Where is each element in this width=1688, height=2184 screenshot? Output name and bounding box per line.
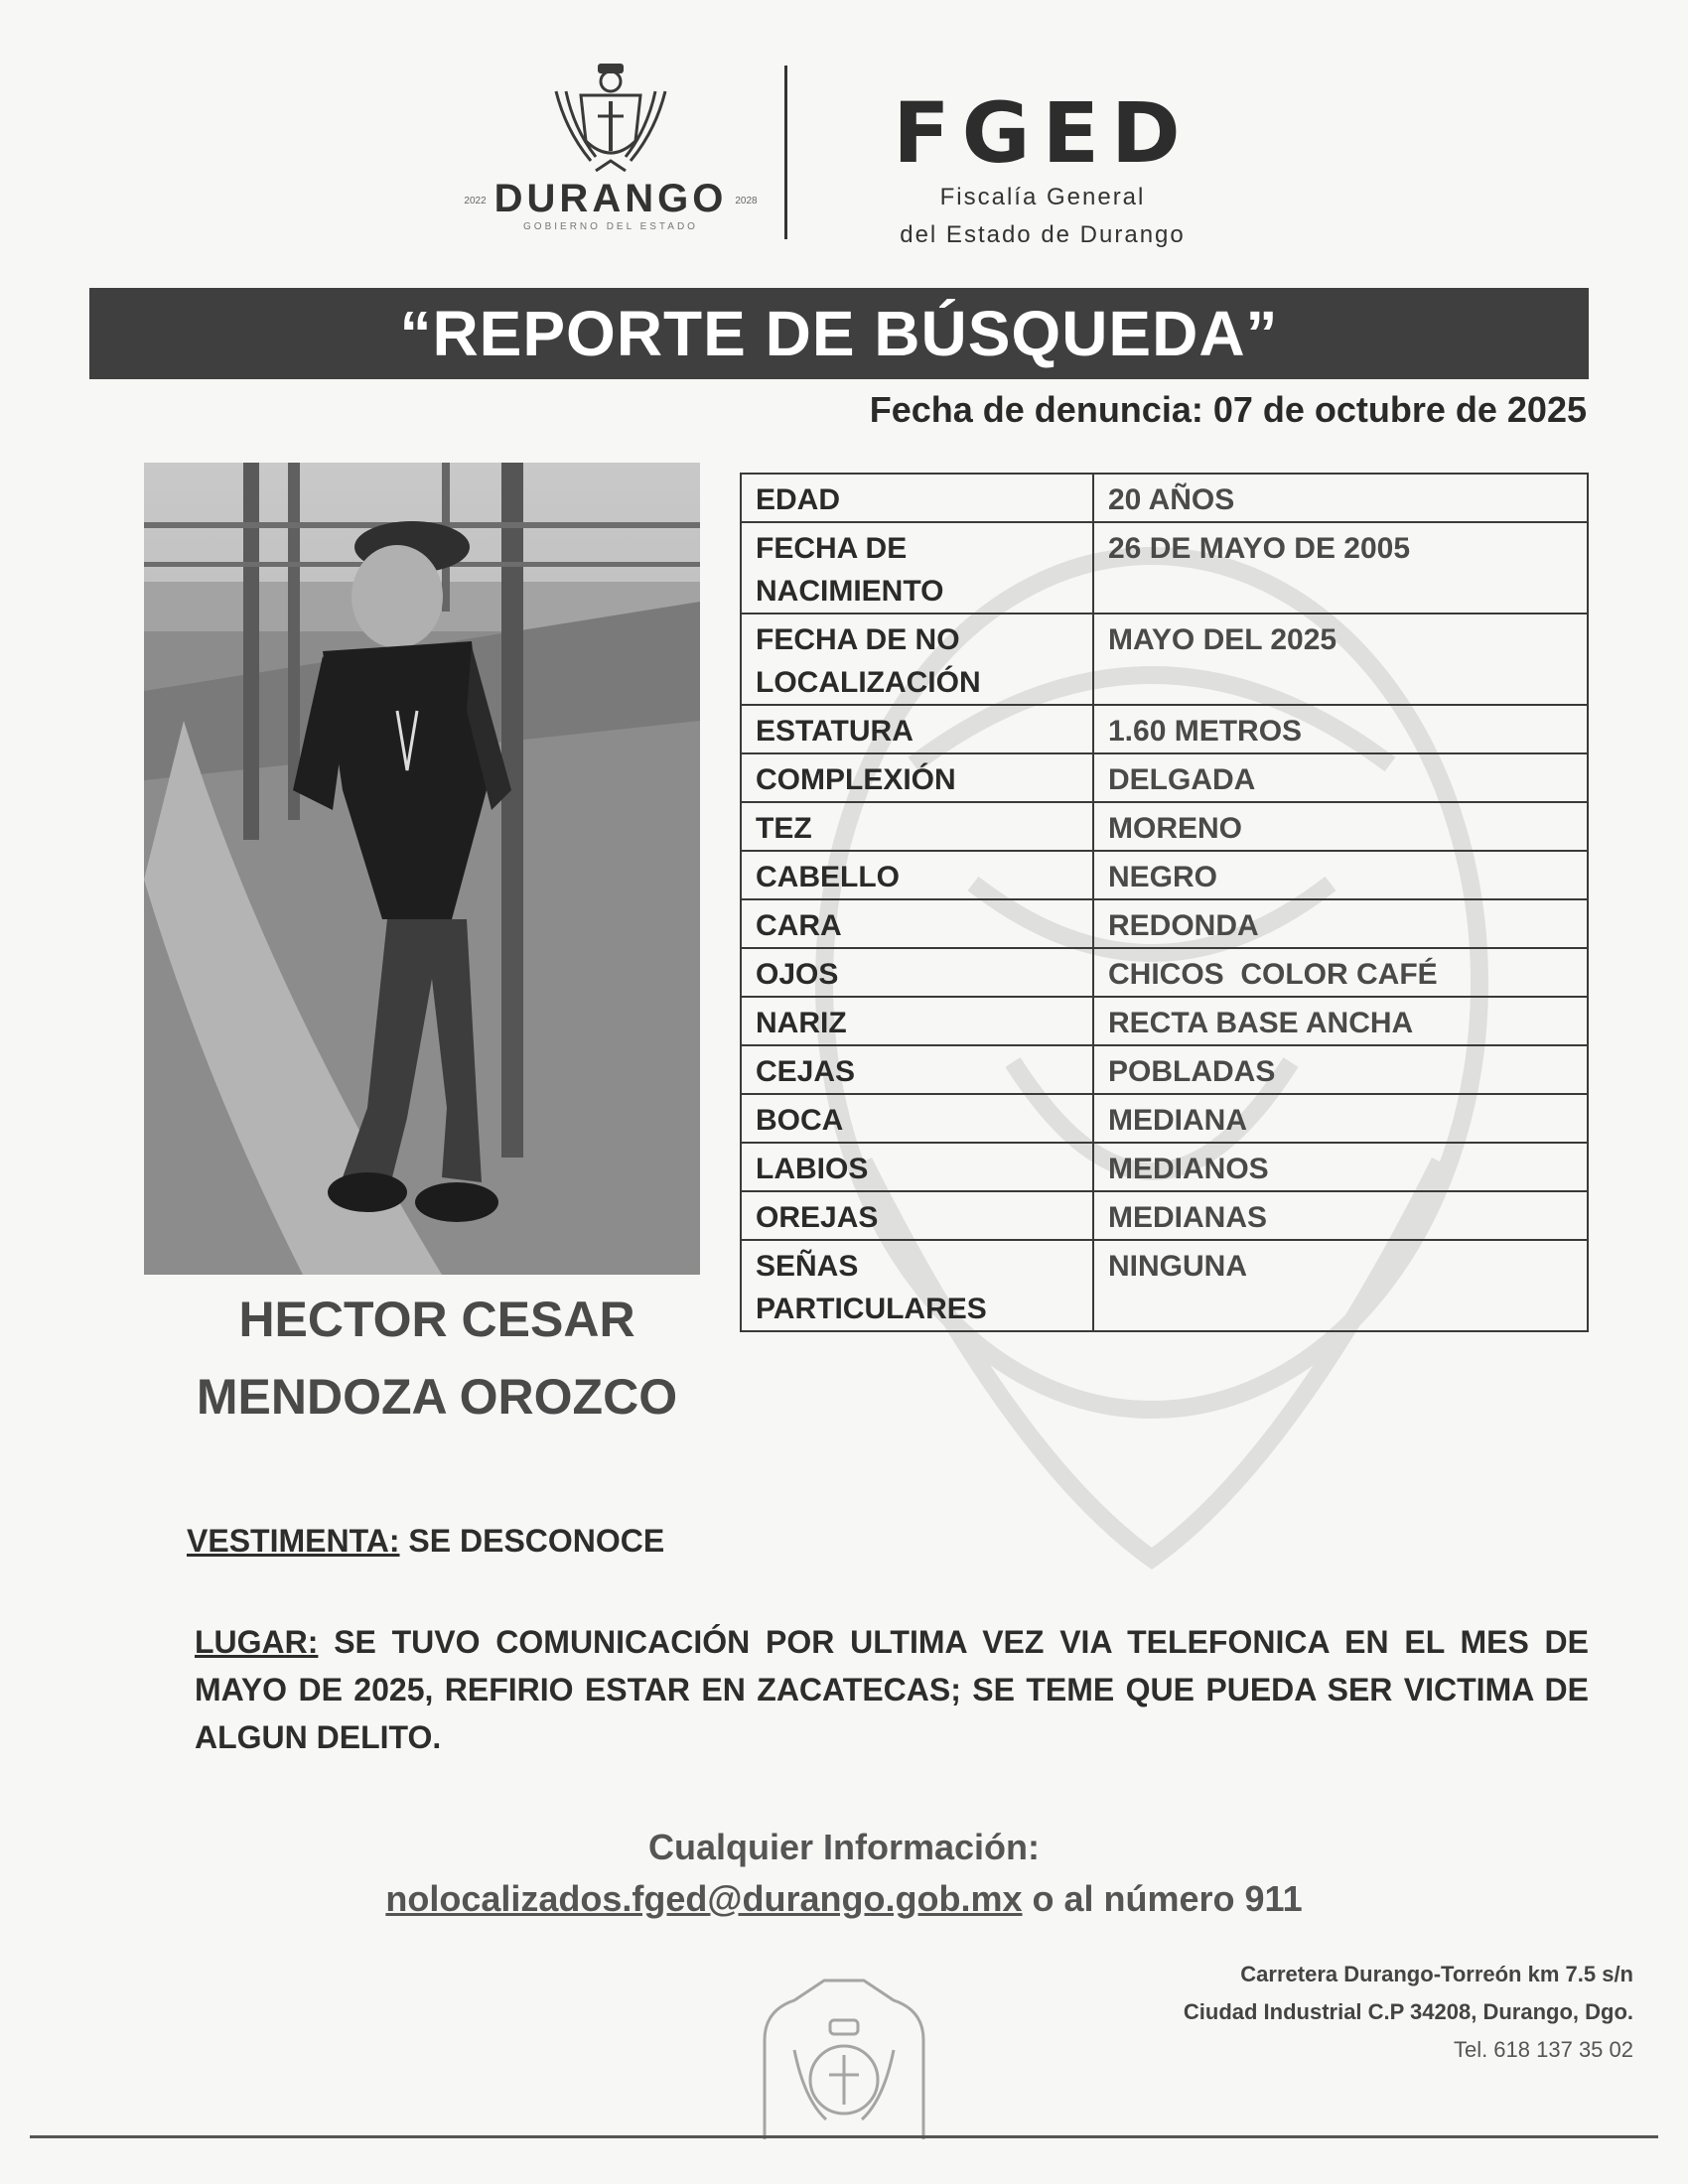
address-line2: Ciudad Industrial C.P 34208, Durango, Dgo.: [1183, 1999, 1633, 2024]
person-name: [144, 1281, 730, 1435]
detail-value: 1.60 METROS: [1093, 705, 1588, 753]
detail-value: MEDIANOS: [1093, 1143, 1588, 1191]
contact-heading: Cualquier Información:: [647, 1827, 1041, 1867]
detail-value: MAYO DEL 2025: [1093, 614, 1588, 705]
detail-value: RECTA BASE ANCHA: [1093, 997, 1588, 1045]
clothing-label: VESTIMENTA:: [187, 1523, 400, 1559]
detail-value: 20 AÑOS: [1093, 474, 1588, 522]
table-row: [741, 1143, 1588, 1191]
address-line1: Carretera Durango-Torreón km 7.5 s/n: [1240, 1962, 1633, 1986]
footer-divider: [30, 2135, 1658, 2138]
table-row: [741, 1240, 1588, 1331]
detail-value: NEGRO: [1093, 851, 1588, 899]
detail-value: 26 DE MAYO DE 2005: [1093, 522, 1588, 614]
table-row: [741, 614, 1588, 705]
table-row: [741, 474, 1588, 522]
location-value: SE TUVO COMUNICACIÓN POR ULTIMA VEZ VIA TELEFONICA EN EL MES DE MAYO DE 2025, REFIRIO ESTAR EN ZACATECAS; SE TEME QUE PUEDA SER VICTIMA DE ALGUN DELITO.: [195, 1624, 1590, 1755]
location-description: [195, 1618, 1589, 1761]
detail-label: SEÑAS PARTICULARES: [741, 1240, 1093, 1331]
table-row: [741, 1045, 1588, 1094]
agency-address: [1043, 1956, 1633, 2069]
detail-label: TEZ: [741, 802, 1093, 851]
detail-value: DELGADA: [1093, 753, 1588, 802]
contact-line: [199, 1878, 1489, 1920]
detail-value: NINGUNA: [1093, 1240, 1588, 1331]
contact-phone: o al número 911: [1022, 1878, 1303, 1919]
detail-label: EDAD: [741, 474, 1093, 522]
detail-value: MEDIANA: [1093, 1094, 1588, 1143]
header-divider: [784, 66, 787, 239]
contact-email-link[interactable]: nolocalizados.fged@durango.gob.mx: [385, 1878, 1023, 1919]
report-date: Fecha de denuncia: 07 de octubre de 2025: [869, 389, 1587, 430]
detail-label: CABELLO: [741, 851, 1093, 899]
detail-value: MEDIANAS: [1093, 1191, 1588, 1240]
detail-label: ESTATURA: [741, 705, 1093, 753]
detail-label: LABIOS: [741, 1143, 1093, 1191]
detail-label: FECHA DE NO LOCALIZACIÓN: [741, 614, 1093, 705]
detail-label: OJOS: [741, 948, 1093, 997]
detail-value: MORENO: [1093, 802, 1588, 851]
location-label: LUGAR:: [195, 1624, 319, 1660]
photo-of-missing-person: [144, 463, 700, 1275]
detail-label: BOCA: [741, 1094, 1093, 1143]
table-row: [741, 1191, 1588, 1240]
table-row: [741, 1094, 1588, 1143]
footer-seal-icon: [755, 1971, 933, 2139]
agency-name-line1: Fiscalía General: [939, 184, 1146, 210]
durango-subtitle: GOBIERNO DEL ESTADO: [523, 221, 698, 232]
table-row: [741, 802, 1588, 851]
clothing-description: [187, 1523, 1577, 1560]
detail-label: CARA: [741, 899, 1093, 948]
detail-label: NARIZ: [741, 997, 1093, 1045]
durango-government-logo: [452, 62, 770, 240]
person-name-line1: HECTOR CESAR: [238, 1292, 635, 1347]
detail-label: CEJAS: [741, 1045, 1093, 1094]
durango-shield-icon: [546, 62, 675, 181]
address-telephone: Tel. 618 137 35 02: [1453, 2037, 1633, 2062]
person-name-line2: MENDOZA OROZCO: [196, 1369, 678, 1425]
durango-wordmark: [452, 177, 770, 221]
logo-text: DURANGO: [493, 177, 728, 220]
person-photo-icon: [144, 463, 700, 1275]
detail-label: OREJAS: [741, 1191, 1093, 1240]
detail-value: CHICOS COLOR CAFÉ: [1093, 948, 1588, 997]
agency-acronym: FGED: [893, 84, 1193, 182]
detail-value: POBLADAS: [1093, 1045, 1588, 1094]
fged-logo: [854, 84, 1231, 250]
detail-label: FECHA DE NACIMIENTO: [741, 522, 1093, 614]
logo-year-right: 2028: [735, 195, 758, 206]
table-row: [741, 522, 1588, 614]
table-row: [741, 948, 1588, 997]
table-row: [741, 899, 1588, 948]
table-row: [741, 851, 1588, 899]
report-title-banner: “REPORTE DE BÚSQUEDA”: [89, 288, 1589, 379]
detail-value: REDONDA: [1093, 899, 1588, 948]
person-details-table: [740, 473, 1589, 1332]
table-row: [741, 753, 1588, 802]
clothing-value: SE DESCONOCE: [408, 1523, 665, 1559]
table-row: [741, 997, 1588, 1045]
table-row: [741, 705, 1588, 753]
detail-label: COMPLEXIÓN: [741, 753, 1093, 802]
logo-year-left: 2022: [464, 195, 487, 206]
agency-name-line2: del Estado de Durango: [900, 221, 1186, 248]
